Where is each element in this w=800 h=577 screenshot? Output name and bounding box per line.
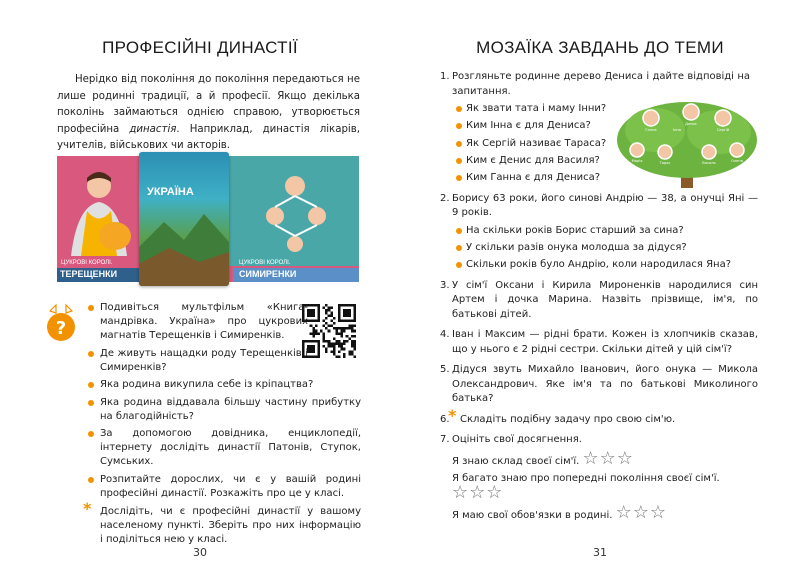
rating-stars[interactable]: ☆☆☆ xyxy=(582,447,634,469)
cover-left-subtitle: ЦУКРОВІ КОРОЛІ. xyxy=(61,260,113,266)
task-number: 4. xyxy=(440,329,450,341)
intro-paragraph xyxy=(57,72,360,155)
page-number-left: 30 xyxy=(193,546,207,559)
cover-right-subtitle: ЦУКРОВІ КОРОЛІ. xyxy=(239,260,291,266)
list-item: За допомогою довідника, енциклопедії, інтернету дослідіть династії Патонів, Ступок, Сумських. xyxy=(86,427,361,469)
task-number: 1. xyxy=(440,71,450,82)
intro-text: Нерідко від покоління до покоління передаються не лише родинні традиції, а й професії. Якщо декілька поколінь займаються однією справою, утворюється професійна xyxy=(57,74,360,135)
bullet-dot xyxy=(456,141,462,147)
task-number: 5. xyxy=(440,364,450,376)
right-page-title: МОЗАЇКА ЗАВДАНЬ ДО ТЕМИ xyxy=(476,38,724,57)
achievement-text: Я знаю склад своєї сім'ї. xyxy=(452,455,580,467)
cover-symyrenky xyxy=(225,156,359,282)
tree-label: Інна xyxy=(673,128,681,132)
list-item: Як звати тата і маму Інни? xyxy=(440,102,610,117)
bullet-dot xyxy=(88,477,94,483)
task-number: 7. xyxy=(440,434,450,446)
list-item: Ким є Денис для Василя? xyxy=(440,154,610,169)
list-item: У скільки разів онука молодша за дідуся? xyxy=(440,241,758,256)
list-item-starred: * Дослідіть, чи є професійні династії у вашому населеному пункті. Зберіть про них інформацію і поділіться нею у класі. xyxy=(83,498,361,545)
task-number: 6. xyxy=(440,413,450,425)
list-item: Ким Ганна є для Дениса? xyxy=(440,171,610,186)
activity-list xyxy=(83,301,361,550)
bullet-dot xyxy=(88,400,94,406)
task-5 xyxy=(440,363,758,407)
bullet-dot xyxy=(456,262,462,268)
book-covers-illustration xyxy=(57,152,359,286)
task-text: Дідуся звуть Михайло Іванович, його онука — Микола Олександрович. Яке ім'я та по батькові Миколиного батька? xyxy=(452,364,758,405)
task-6 xyxy=(440,405,758,428)
achievement-row xyxy=(440,501,758,523)
rating-stars[interactable]: ☆☆☆ xyxy=(615,501,668,523)
task-text: Оцініть свої досягнення. xyxy=(452,434,582,446)
task-2 xyxy=(440,192,758,273)
list-item: Де живуть нащадки роду Терещенків і Симиренків? xyxy=(86,347,361,375)
achievement-text: Я багато знаю про попередні покоління своєї сім'ї. xyxy=(452,472,720,484)
task-4 xyxy=(440,328,758,357)
task-number: 3. xyxy=(440,279,450,291)
tree-label: Ганна xyxy=(645,128,657,132)
family-tree-icon xyxy=(225,156,359,266)
cover-middle-title: УКРАЇНА xyxy=(147,186,194,198)
question-mark-icon xyxy=(44,303,78,343)
list-item: Розпитайте дорослих, чи є у вашій родині професійні династії. Розкажіть про це у класі. xyxy=(86,473,361,501)
landscape-icon xyxy=(139,152,229,286)
task-text: Іван і Максим — рідні брати. Кожен із хлопчиків сказав, що у нього є 2 рідні сестри. Скільки дітей у цій сім'ї? xyxy=(452,329,758,355)
star-icon: * xyxy=(83,498,92,518)
achievement-row xyxy=(440,447,758,469)
task-text: Складіть подібну задачу про свою сім'ю. xyxy=(460,413,676,425)
task-3 xyxy=(440,279,758,323)
question-mark-glyph: ? xyxy=(55,318,67,339)
task-text: Розгляньте родинне дерево Дениса і дайте відповіді на запитання. xyxy=(452,71,750,97)
tasks-list xyxy=(440,70,758,529)
list-item: Як Сергій називає Тараса? xyxy=(440,137,610,152)
task-text: У сім'ї Оксани і Кирила Мироненків народилися син Артем і дочка Марина. Назвіть прізвище, ім'я, по батькові дітей. xyxy=(452,279,758,320)
task-1 xyxy=(440,70,758,186)
tree-label: Олена xyxy=(731,159,743,163)
task-1-questions xyxy=(440,102,610,186)
tree-label: Денис xyxy=(685,122,697,126)
list-item: Яка родина віддавала більшу частину прибутку на благодійність? xyxy=(86,396,361,424)
list-item: На скільки років Борис старший за сина? xyxy=(440,224,758,239)
bullet-dot xyxy=(456,158,462,164)
task-2-questions xyxy=(440,224,758,273)
bullet-dot xyxy=(88,382,94,388)
task-7 xyxy=(440,433,758,523)
tree-label: Сергій xyxy=(716,128,730,132)
left-page-title: ПРОФЕСІЙНІ ДИНАСТІЇ xyxy=(102,38,298,57)
intro-text-end: . Наприклад, династія лікарів, учителів, військових чи акторів. xyxy=(57,123,360,152)
achievement-text: Я маю свої обов'язки в родині. xyxy=(452,509,613,521)
list-item: Ким Інна є для Дениса? xyxy=(440,119,610,134)
bullet-dot xyxy=(456,123,462,129)
bullet-dot xyxy=(456,175,462,181)
rating-stars[interactable]: ☆☆☆ xyxy=(452,481,504,503)
bullet-dot xyxy=(456,245,462,251)
task-text: Борису 63 роки, його синові Андрію — 38, а онучці Яні — 9 років. xyxy=(452,192,758,219)
bullet-dot xyxy=(88,351,94,357)
tree-label: Василь xyxy=(702,161,716,165)
list-item: Яка родина викупила себе із кріпацтва? xyxy=(86,378,361,392)
achievement-row xyxy=(440,472,740,503)
list-item: Скільки років було Андрію, коли народилася Яна? xyxy=(440,258,758,273)
tree-label: Марія xyxy=(631,159,643,163)
cover-right-title: СИМИРЕНКИ xyxy=(239,269,297,279)
bullet-dot xyxy=(456,228,462,234)
page-number-right: 31 xyxy=(593,546,607,559)
star-icon: * xyxy=(448,405,457,425)
tree-label: Тарас xyxy=(659,161,671,165)
bullet-dot xyxy=(88,431,94,437)
bullet-dot xyxy=(88,305,94,311)
list-item: Подивіться мультфільм «Книга-мандрівка. Україна» про цукрових магнатів Терещенків і Симиренків. xyxy=(86,301,361,343)
bullet-dot xyxy=(456,106,462,112)
task-number: 2. xyxy=(440,192,450,204)
intro-italic-term: династія xyxy=(129,123,177,135)
cover-left-title: ТЕРЕЩЕНКИ xyxy=(60,269,118,279)
cover-ukraina xyxy=(139,152,229,286)
